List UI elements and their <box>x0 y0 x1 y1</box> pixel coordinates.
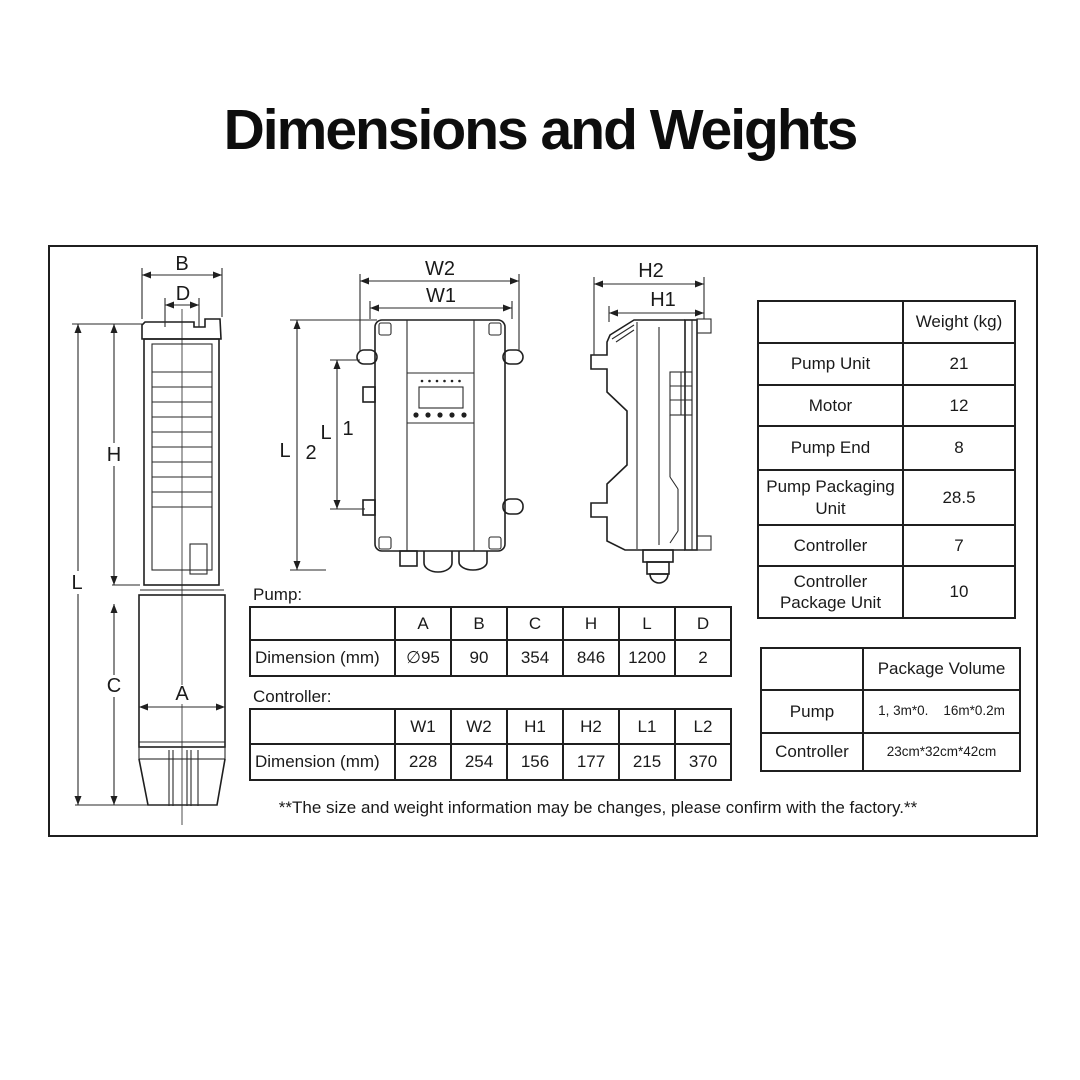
pump-row-label: Dimension (mm) <box>250 640 395 676</box>
dim-label-l: L <box>71 572 83 594</box>
package-table-blank-cell <box>761 648 863 690</box>
weight-row-label: Controller <box>758 525 903 566</box>
dim-label-l2-n: 2 <box>305 442 317 464</box>
weight-row-label: Motor <box>758 385 903 426</box>
package-row-value: 1, 3m*0. 16m*0.2m <box>863 690 1020 733</box>
controller-col-header: W2 <box>451 709 507 744</box>
weight-row-label: Pump End <box>758 426 903 470</box>
dim-label-h2: H2 <box>638 260 664 282</box>
dim-label-a: A <box>175 683 189 705</box>
pump-dim-value: 2 <box>675 640 731 676</box>
dim-label-w2: W2 <box>425 258 455 280</box>
pump-dim-value: 354 <box>507 640 563 676</box>
weight-row-value: 10 <box>903 566 1015 618</box>
controller-table-blank-cell <box>250 709 395 744</box>
pump-col-header: C <box>507 607 563 640</box>
controller-dim-value: 370 <box>675 744 731 780</box>
spec-board <box>48 245 1038 837</box>
pump-dim-value: 90 <box>451 640 507 676</box>
dim-label-l1-n: 1 <box>342 418 354 440</box>
table-row <box>250 640 731 676</box>
table-row <box>761 733 1020 771</box>
weight-table-blank-cell <box>758 301 903 343</box>
controller-col-header: H2 <box>563 709 619 744</box>
controller-row-label: Dimension (mm) <box>250 744 395 780</box>
controller-dimension-table <box>249 708 732 781</box>
controller-front-drawing <box>279 258 523 572</box>
weight-row-label: Controller Package Unit <box>758 566 903 618</box>
dim-label-w1: W1 <box>426 285 456 307</box>
pump-table-caption: Pump: <box>252 585 304 607</box>
controller-table-caption: Controller: <box>252 687 333 709</box>
pump-col-header: D <box>675 607 731 640</box>
weight-table-header: Weight (kg) <box>903 301 1015 343</box>
dim-label-l1-l: L <box>320 422 332 444</box>
weight-row-value: 28.5 <box>903 470 1015 525</box>
controller-col-header: H1 <box>507 709 563 744</box>
table-row <box>758 385 1015 426</box>
package-table-header: Package Volume <box>863 648 1020 690</box>
controller-col-header: L2 <box>675 709 731 744</box>
table-row <box>761 690 1020 733</box>
weight-row-value: 21 <box>903 343 1015 385</box>
pump-col-header: L <box>619 607 675 640</box>
package-row-label: Controller <box>761 733 863 771</box>
table-row <box>250 607 731 640</box>
pump-col-header: H <box>563 607 619 640</box>
table-row <box>761 648 1020 690</box>
dim-label-d: D <box>175 283 191 305</box>
controller-col-header: W1 <box>395 709 451 744</box>
controller-col-header: L1 <box>619 709 675 744</box>
controller-dim-value: 254 <box>451 744 507 780</box>
table-row <box>758 566 1015 618</box>
table-row <box>250 744 731 780</box>
package-row-value: 23cm*32cm*42cm <box>863 733 1020 771</box>
weight-row-value: 7 <box>903 525 1015 566</box>
pump-dimension-table <box>249 606 732 677</box>
table-row <box>758 470 1015 525</box>
controller-side-drawing <box>591 260 711 583</box>
page-title: Dimensions and Weights <box>223 98 857 162</box>
pump-dim-value: 1200 <box>619 640 675 676</box>
dim-label-b: B <box>175 253 189 275</box>
pump-table-blank-cell <box>250 607 395 640</box>
controller-dim-value: 228 <box>395 744 451 780</box>
weight-table <box>757 300 1016 619</box>
table-row <box>758 343 1015 385</box>
weight-row-value: 12 <box>903 385 1015 426</box>
package-volume-table <box>760 647 1021 772</box>
weight-row-value: 8 <box>903 426 1015 470</box>
pump-drawing <box>71 253 225 825</box>
table-row <box>758 426 1015 470</box>
controller-dim-value: 177 <box>563 744 619 780</box>
pump-col-header: A <box>395 607 451 640</box>
table-row <box>250 709 731 744</box>
controller-dim-value: 215 <box>619 744 675 780</box>
dim-label-h: H <box>106 444 122 466</box>
footnote: **The size and weight information may be changes, please confirm with the factory.** <box>278 798 918 817</box>
dim-label-h1: H1 <box>650 289 676 311</box>
pump-dim-value: ∅95 <box>395 640 451 676</box>
dim-label-c: C <box>106 675 122 697</box>
weight-row-label: Pump Packaging Unit <box>758 470 903 525</box>
package-row-label: Pump <box>761 690 863 733</box>
weight-row-label: Pump Unit <box>758 343 903 385</box>
table-row <box>758 525 1015 566</box>
pump-dim-value: 846 <box>563 640 619 676</box>
pump-col-header: B <box>451 607 507 640</box>
dim-label-l2-l: L <box>279 440 291 462</box>
controller-dim-value: 156 <box>507 744 563 780</box>
